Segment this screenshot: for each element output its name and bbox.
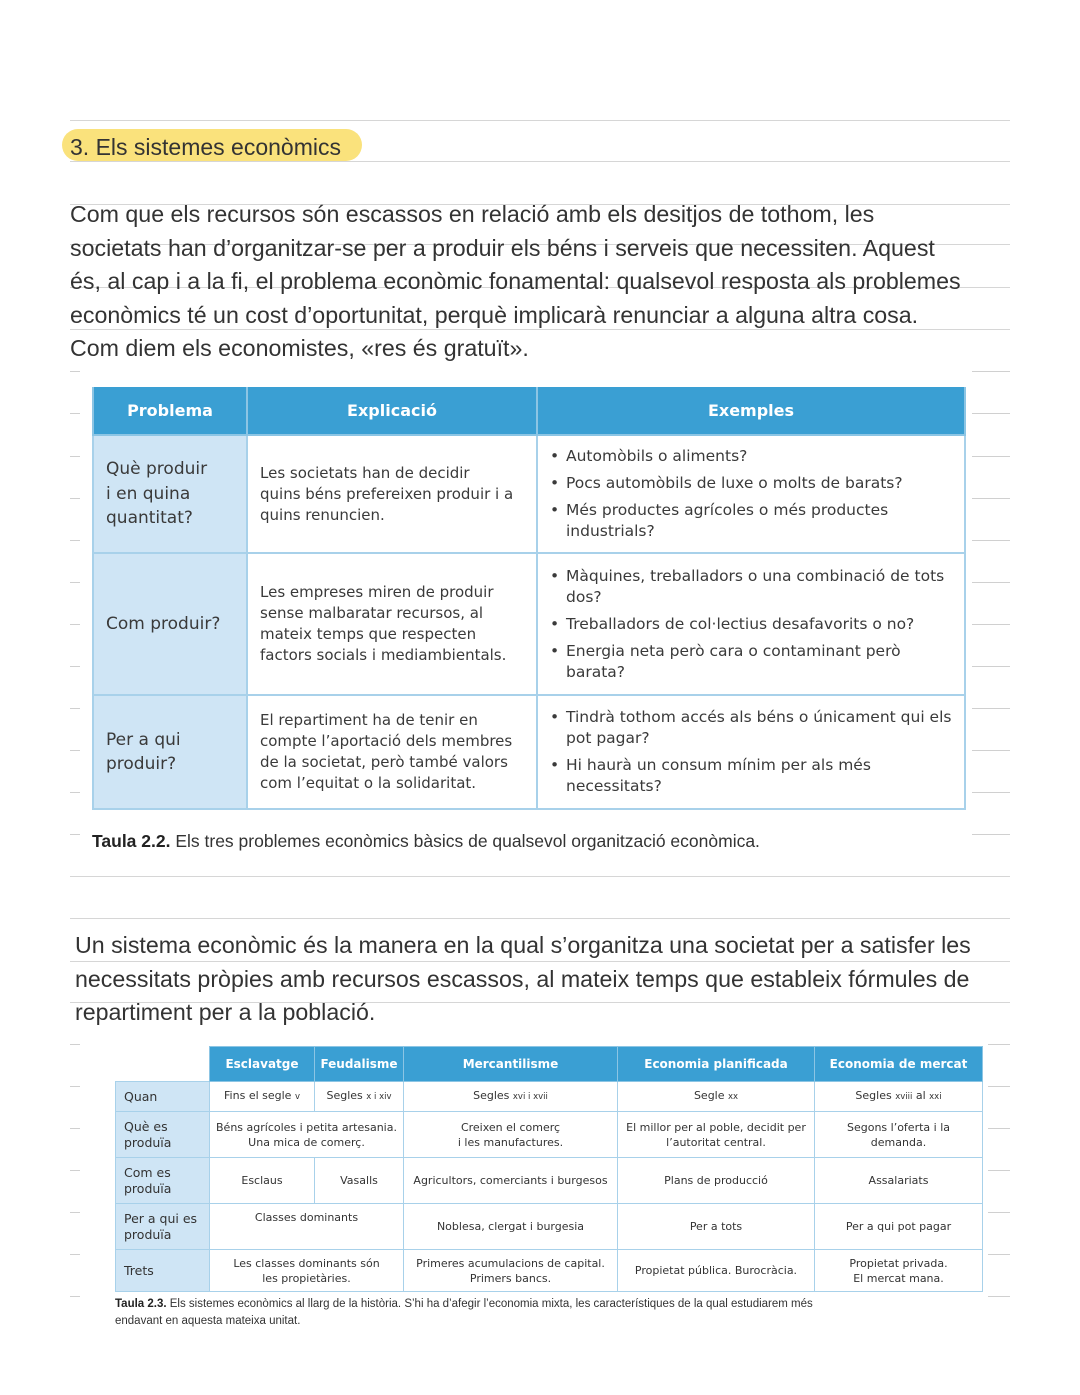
table-row-quan [116,1082,983,1112]
rule-line [70,161,1010,162]
cell-line: Per a qui [106,729,181,750]
rule-tick [70,413,80,414]
rule-line [70,918,1010,919]
cell: Per a qui pot pagar [815,1204,983,1250]
row-header: Com es produïa [116,1158,210,1204]
rule-tick [70,1296,80,1297]
rule-tick [972,582,1010,583]
column-header-feudalisme: Feudalisme [315,1047,404,1082]
cell-line: Què produir [106,459,208,480]
definition-paragraph [75,929,971,1030]
example-item: • Automòbils o aliments? [550,446,952,467]
explanation-cell [247,695,537,809]
cell: Plans de producció [618,1158,815,1204]
cell-line: compte l’aportació dels membres [260,732,513,750]
paragraph-line: Un sistema econòmic és la manera en la qual s’organitza una societat per a satisfer les [75,932,971,958]
example-item: • Treballadors de col·lectius desafavorits o no? [550,614,952,635]
rule-tick [972,498,1010,499]
rule-tick [972,371,1010,372]
economic-problems-table [92,387,966,810]
rule-tick [988,1170,1010,1171]
cell: Noblesa, clergat i burgesia [404,1204,618,1250]
rule-tick [972,456,1010,457]
rule-tick [70,792,80,793]
example-item: • Energia neta però cara o contaminant però barata? [550,641,952,683]
rule-tick [70,1044,80,1045]
cell: El millor per al poble, decidit per l’autoritat central. [618,1112,815,1158]
rule-tick [988,1212,1010,1213]
rule-tick [70,1170,80,1171]
example-item: • Més productes agrícoles o més productes industrials? [550,500,952,542]
cell: Vasalls [315,1158,404,1204]
rule-line [70,876,1010,877]
rule-tick [70,1212,80,1213]
cell-line: mateix temps que respecten [260,625,477,643]
paragraph-line: repartiment per a la població. [75,999,376,1025]
cell-line: quins renuncien. [260,505,385,524]
rule-tick [70,456,80,457]
column-header-esclavatge: Esclavatge [210,1047,315,1082]
cell-line: Les empreses miren de produir [260,583,494,601]
cell: Segons l’oferta i la demanda. [815,1112,983,1158]
caption-text: endavant en aquesta mateixa unitat. [115,1315,301,1327]
cell-line: de la societat, però també valors [260,753,508,771]
row-header: Per a qui es produïa [116,1204,210,1250]
problem-cell [93,553,247,695]
cell: Agricultors, comerciants i burgesos [404,1158,618,1204]
table-row-com [116,1158,983,1204]
rule-tick [972,708,1010,709]
problem-cell [93,695,247,809]
examples-cell [537,695,965,809]
cell: Per a tots [618,1204,815,1250]
row-header: Quan [116,1082,210,1112]
table-row [93,435,965,553]
cell: Les classes dominants són les propietàries. [210,1250,404,1292]
explanation-cell [247,435,537,553]
row-header: Què es produïa [116,1112,210,1158]
rule-tick [70,666,80,667]
cell: Segle xx [618,1082,815,1112]
paragraph-line: Com diem els economistes, «res és gratuït». [70,335,529,361]
cell: Segles xviii al xxi [815,1082,983,1112]
rule-tick [972,750,1010,751]
cell: Classes dominants [210,1204,404,1250]
table-row [93,553,965,695]
cell: Fins el segle v [210,1082,315,1112]
rule-tick [70,582,80,583]
column-header-mercantilisme: Mercantilisme [404,1047,618,1082]
examples-cell [537,435,965,553]
cell-line: Com produir? [106,613,221,634]
cell-line: factors socials i mediambientals. [260,646,507,664]
rule-tick [972,413,1010,414]
table-row [93,695,965,809]
rule-tick [70,750,80,751]
cell-line: quins béns prefereixen produir i a [260,484,514,503]
explanation-cell [247,553,537,695]
column-header-economia-planificada: Economia planificada [618,1047,815,1082]
rule-line [70,120,1010,121]
paragraph-line: societats han d’organitzar-se per a produir els béns i serveis que necessiten. Aquest [70,234,935,261]
cell: Segles x i xiv [315,1082,404,1112]
cell: Segles xvi i xvii [404,1082,618,1112]
rule-tick [70,371,80,372]
cell-line: i en quina [106,483,191,504]
cell: Creixen el comerç i les manufactures. [404,1112,618,1158]
cell: Assalariats [815,1158,983,1204]
cell-line: produir? [106,754,177,774]
rule-tick [988,1296,1010,1297]
rule-tick [70,498,80,499]
column-header-exemples: Exemples [537,387,965,435]
row-header: Trets [116,1250,210,1292]
cell-line: Les societats han de decidir [260,463,470,482]
problem-cell [93,435,247,553]
example-item: • Pocs automòbils de luxe o molts de barats? [550,473,952,494]
cell: Propietat pública. Burocràcia. [618,1250,815,1292]
cell: Propietat privada. El mercat mana. [815,1250,983,1292]
rule-tick [988,1254,1010,1255]
rule-tick [988,1044,1010,1045]
rule-tick [988,1086,1010,1087]
caption-text: Els sistemes econòmics al llarg de la història. S’hi ha d’afegir l’economia mixta, les característiques de la qual estudiarem més [166,1298,813,1310]
rule-tick [972,624,1010,625]
table-row-per-a-qui [116,1204,983,1250]
rule-tick [972,540,1010,541]
table-2-3-caption [115,1296,813,1330]
column-header-explicacio: Explicació [247,387,537,435]
rule-tick [972,792,1010,793]
rule-tick [70,624,80,625]
cell: Esclaus [210,1158,315,1204]
example-item: • Màquines, treballadors o una combinació de tots dos? [550,566,952,608]
rule-tick [70,540,80,541]
paragraph-line: necessitats pròpies amb recursos escassos, al mateix temps que estableix fórmules de [75,965,970,992]
cell: Béns agrícoles i petita artesania. Una mica de comerç. [210,1112,404,1158]
caption-label: Taula 2.3. [115,1298,167,1310]
cell-line: El repartiment ha de tenir en [260,711,478,729]
rule-tick [972,666,1010,667]
cell: Primeres acumulacions de capital. Primers bancs. [404,1250,618,1292]
rule-tick [70,834,80,835]
economic-systems-table [115,1046,983,1292]
examples-cell [537,553,965,695]
header-blank [116,1047,210,1082]
paragraph-line: econòmics té un cost d’oportunitat, perquè implicarà renunciar a alguna altra cosa. [70,301,919,328]
table-2-2-caption [92,831,760,852]
column-header-economia-de-mercat: Economia de mercat [815,1047,983,1082]
table-row-que [116,1112,983,1158]
rule-tick [70,1128,80,1129]
rule-tick [70,1254,80,1255]
cell-line: sense malbaratar recursos, al [260,604,484,622]
paragraph-line: Com que els recursos són escassos en relació amb els desitjos de tothom, les [70,201,875,227]
table-row-trets [116,1250,983,1292]
cell-line: quantitat? [106,508,193,529]
column-header-problema: Problema [93,387,247,435]
rule-tick [70,1086,80,1087]
rule-tick [972,834,1010,835]
caption-label: Taula 2.2. [92,831,171,851]
example-item: • Hi haurà un consum mínim per als més necessitats? [550,755,952,797]
section-heading-text: 3. Els sistemes econòmics [70,134,341,160]
rule-tick [70,708,80,709]
intro-paragraph [70,198,961,366]
cell-line: com l’equitat o la solidaritat. [260,774,477,792]
rule-tick [988,1128,1010,1129]
caption-text: Els tres problemes econòmics bàsics de qualsevol organització econòmica. [170,831,760,851]
paragraph-line: és, al cap i a la fi, el problema econòmic fonamental: qualsevol resposta als problemes [70,268,961,294]
example-item: • Tindrà tothom accés als béns o únicament qui els pot pagar? [550,707,952,749]
